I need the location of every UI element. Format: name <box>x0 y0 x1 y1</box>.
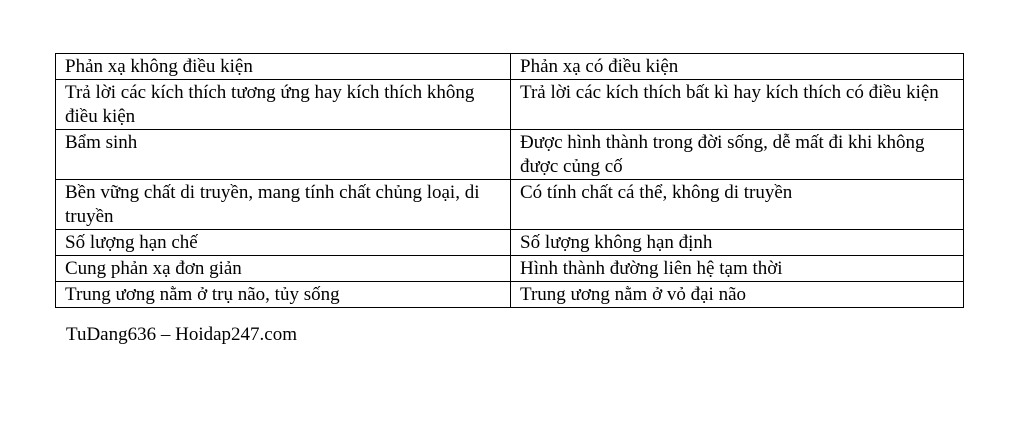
table-row <box>56 180 964 230</box>
table-cell: Trả lời các kích thích bất kì hay kích thích có điều kiện <box>511 80 964 130</box>
table-cell: Có tính chất cá thể, không di truyền <box>511 180 964 230</box>
table-cell: Được hình thành trong đời sống, dễ mất đi khi không được củng cố <box>511 130 964 180</box>
table-cell: Trung ương nằm ở vỏ đại não <box>511 282 964 308</box>
comparison-table <box>55 53 964 308</box>
table-row <box>56 256 964 282</box>
table-row <box>56 130 964 180</box>
table-cell: Trả lời các kích thích tương ứng hay kích thích không điều kiện <box>56 80 511 130</box>
table-cell: Bẩm sinh <box>56 130 511 180</box>
table-cell: Hình thành đường liên hệ tạm thời <box>511 256 964 282</box>
table-cell: Cung phản xạ đơn giản <box>56 256 511 282</box>
table-header-row <box>56 54 964 80</box>
header-cell-unconditioned: Phản xạ không điều kiện <box>56 54 511 80</box>
table-row <box>56 282 964 308</box>
table-row <box>56 80 964 130</box>
table-cell: Số lượng hạn chế <box>56 230 511 256</box>
table-row <box>56 230 964 256</box>
source-caption: TuDang636 – Hoidap247.com <box>66 324 297 345</box>
header-cell-conditioned: Phản xạ có điều kiện <box>511 54 964 80</box>
table-cell: Bền vững chất di truyền, mang tính chất chủng loại, di truyền <box>56 180 511 230</box>
table-cell: Số lượng không hạn định <box>511 230 964 256</box>
table-cell: Trung ương nằm ở trụ não, tủy sống <box>56 282 511 308</box>
